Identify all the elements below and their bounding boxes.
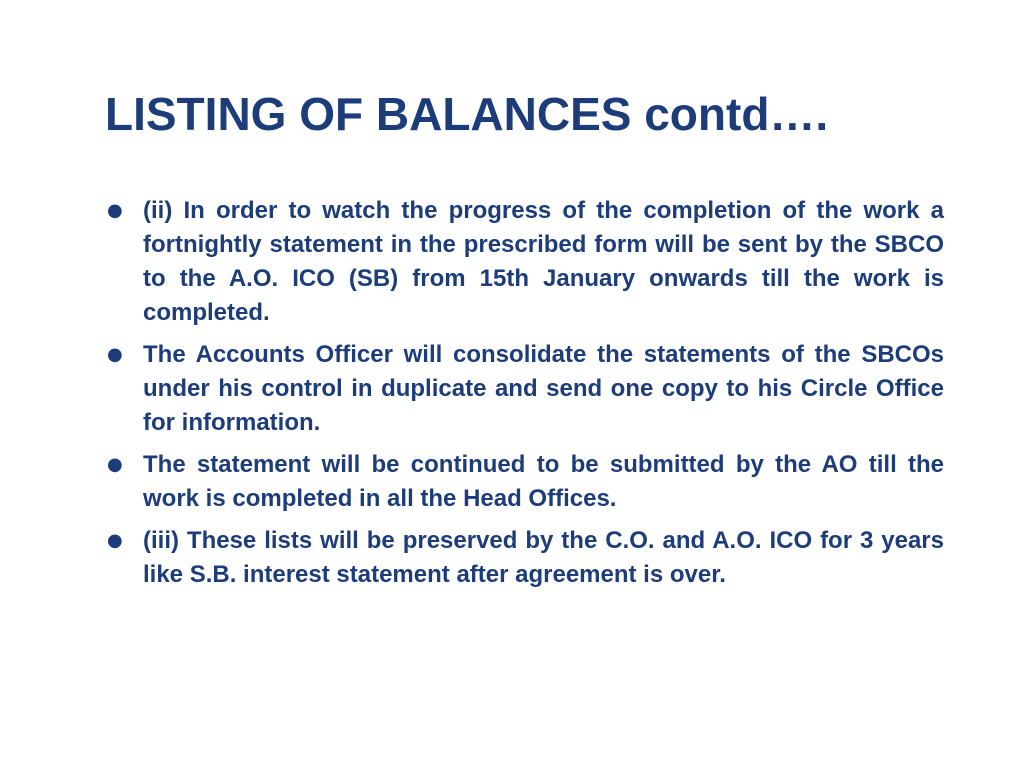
bullet-text: (iii) These lists will be preserved by the C.O. and A.O. ICO for 3 years like S.B. interest statement after agreement is over.	[143, 527, 944, 588]
bullet-text: (ii) In order to watch the progress of the completion of the work a fortnightly statement in the prescribed form will be sent by the SBCO to the A.O. ICO (SB) from 15th January onwards till the work is completed.	[143, 197, 944, 326]
bullet-item	[105, 194, 944, 330]
bullet-item	[105, 448, 944, 516]
bullet-item	[105, 338, 944, 440]
bullet-dot-icon: ●	[107, 200, 123, 221]
bullet-dot-icon: ●	[107, 530, 123, 551]
slide-title: LISTING OF BALANCES contd….	[105, 88, 829, 140]
bullet-dot-icon: ●	[107, 454, 123, 475]
bullet-list	[105, 194, 944, 600]
bullet-text: The statement will be continued to be submitted by the AO till the work is completed in all the Head Offices.	[143, 451, 944, 512]
bullet-dot-icon: ●	[107, 344, 123, 365]
bullet-text: The Accounts Officer will consolidate the statements of the SBCOs under his control in duplicate and send one copy to his Circle Office for information.	[143, 341, 944, 436]
bullet-item	[105, 524, 944, 592]
